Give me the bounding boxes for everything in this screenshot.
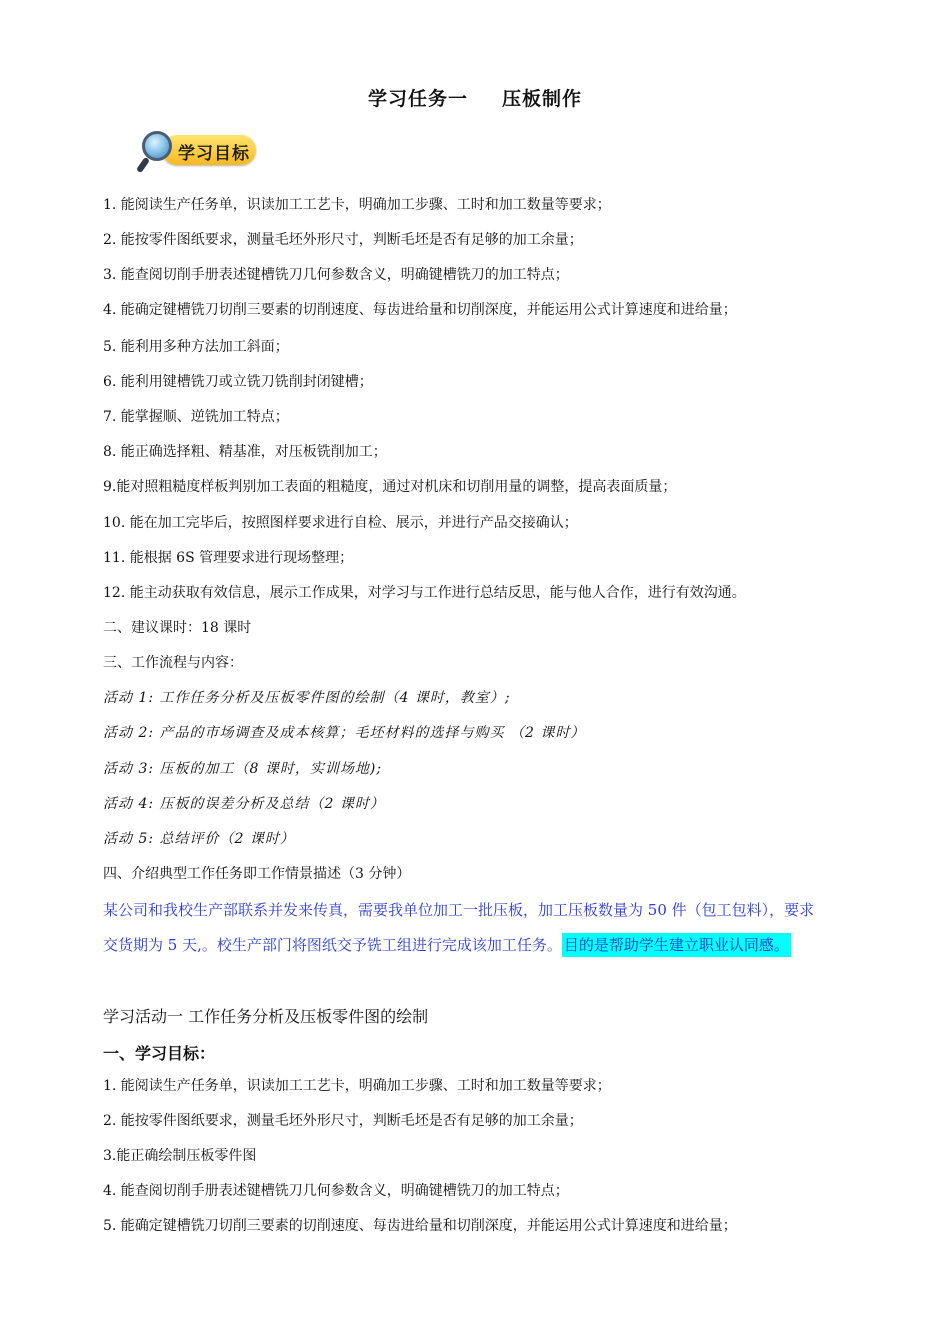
activity-one-heading: 学习活动一 工作任务分析及压板零件图的绘制 [103, 1007, 429, 1026]
magnifier-icon [142, 131, 172, 161]
objective-item: 4. 能确定键槽铣刀切削三要素的切削速度、每齿进给量和切削深度，并能运用公式计算速度和进给量； [103, 302, 737, 318]
objective-item: 12. 能主动获取有效信息，展示工作成果，对学习与工作进行总结反思，能与他人合作，进行有效沟通。 [103, 585, 746, 601]
activity-one-subheading: 一、学习目标： [103, 1044, 216, 1063]
activity-one-item: 2. 能按零件图纸要求，测量毛坯外形尺寸，判断毛坯是否有足够的加工余量； [103, 1113, 583, 1129]
workflow-heading: 三、工作流程与内容： [103, 655, 243, 671]
activity-item: 活动 4: 压板的误差分析及总结（2 课时） [103, 796, 385, 812]
title-part1: 学习任务一 [367, 88, 468, 110]
objective-item: 5. 能利用多种方法加工斜面； [103, 339, 289, 355]
objective-item: 10. 能在加工完毕后，按照图样要求进行自检、展示，并进行产品交接确认； [103, 515, 578, 531]
magnifier-handle [136, 157, 150, 174]
intro-heading: 四、介绍典型工作任务即工作情景描述（3 分钟） [103, 866, 411, 882]
activity-item: 活动 5: 总结评价（2 课时） [103, 831, 295, 847]
objective-item: 3. 能查阅切削手册表述键槽铣刀几何参数含义，明确键槽铣刀的加工特点； [103, 267, 569, 283]
objective-item: 11. 能根据 6S 管理要求进行现场整理； [103, 550, 354, 566]
scenario-line2-text: 交货期为 5 天,。校生产部门将图纸交予铣工组进行完成该加工任务。 [103, 936, 562, 954]
badge-label: 学习目标 [178, 144, 250, 164]
learning-goal-badge [138, 128, 258, 174]
badge-pill [162, 135, 256, 165]
suggested-hours: 二、建议课时：18 课时 [103, 620, 252, 636]
objective-item: 1. 能阅读生产任务单，识读加工工艺卡，明确加工步骤、工时和加工数量等要求； [103, 197, 611, 213]
scenario-line1: 某公司和我校生产部联系并发来传真，需要我单位加工一批压板，加工压板数量为 50 件（包工包料），要求 [103, 901, 815, 919]
activity-one-item: 1. 能阅读生产任务单，识读加工工艺卡，明确加工步骤、工时和加工数量等要求； [103, 1078, 611, 1094]
objective-item: 7. 能掌握顺、逆铣加工特点； [103, 409, 289, 425]
objective-item: 6. 能利用键槽铣刀或立铣刀铣削封闭键槽； [103, 374, 373, 390]
activity-item: 活动 2: 产品的市场调查及成本核算；毛坯材料的选择与购买 （2 课时） [103, 725, 586, 741]
objective-item: 8. 能正确选择粗、精基准，对压板铣削加工； [103, 444, 387, 460]
scenario-highlight: 目的是帮助学生建立职业认同感。 [562, 933, 791, 957]
page-title [0, 84, 950, 111]
activity-one-item: 5. 能确定键槽铣刀切削三要素的切削速度、每齿进给量和切削深度，并能运用公式计算速度和进给量； [103, 1218, 737, 1234]
objective-item: 9.能对照粗糙度样板判别加工表面的粗糙度，通过对机床和切削用量的调整，提高表面质量； [103, 479, 677, 495]
activity-one-item: 4. 能查阅切削手册表述键槽铣刀几何参数含义，明确键槽铣刀的加工特点； [103, 1183, 569, 1199]
title-part2: 压板制作 [502, 88, 583, 110]
activity-item: 活动 3: 压板的加工（8 课时，实训场地); [103, 761, 383, 777]
objective-item: 2. 能按零件图纸要求，测量毛坯外形尺寸，判断毛坯是否有足够的加工余量； [103, 232, 583, 248]
activity-one-item: 3.能正确绘制压板零件图 [103, 1148, 257, 1164]
scenario-line2 [103, 934, 791, 955]
activity-item: 活动 1: 工作任务分析及压板零件图的绘制（4 课时，教室）; [103, 690, 511, 706]
